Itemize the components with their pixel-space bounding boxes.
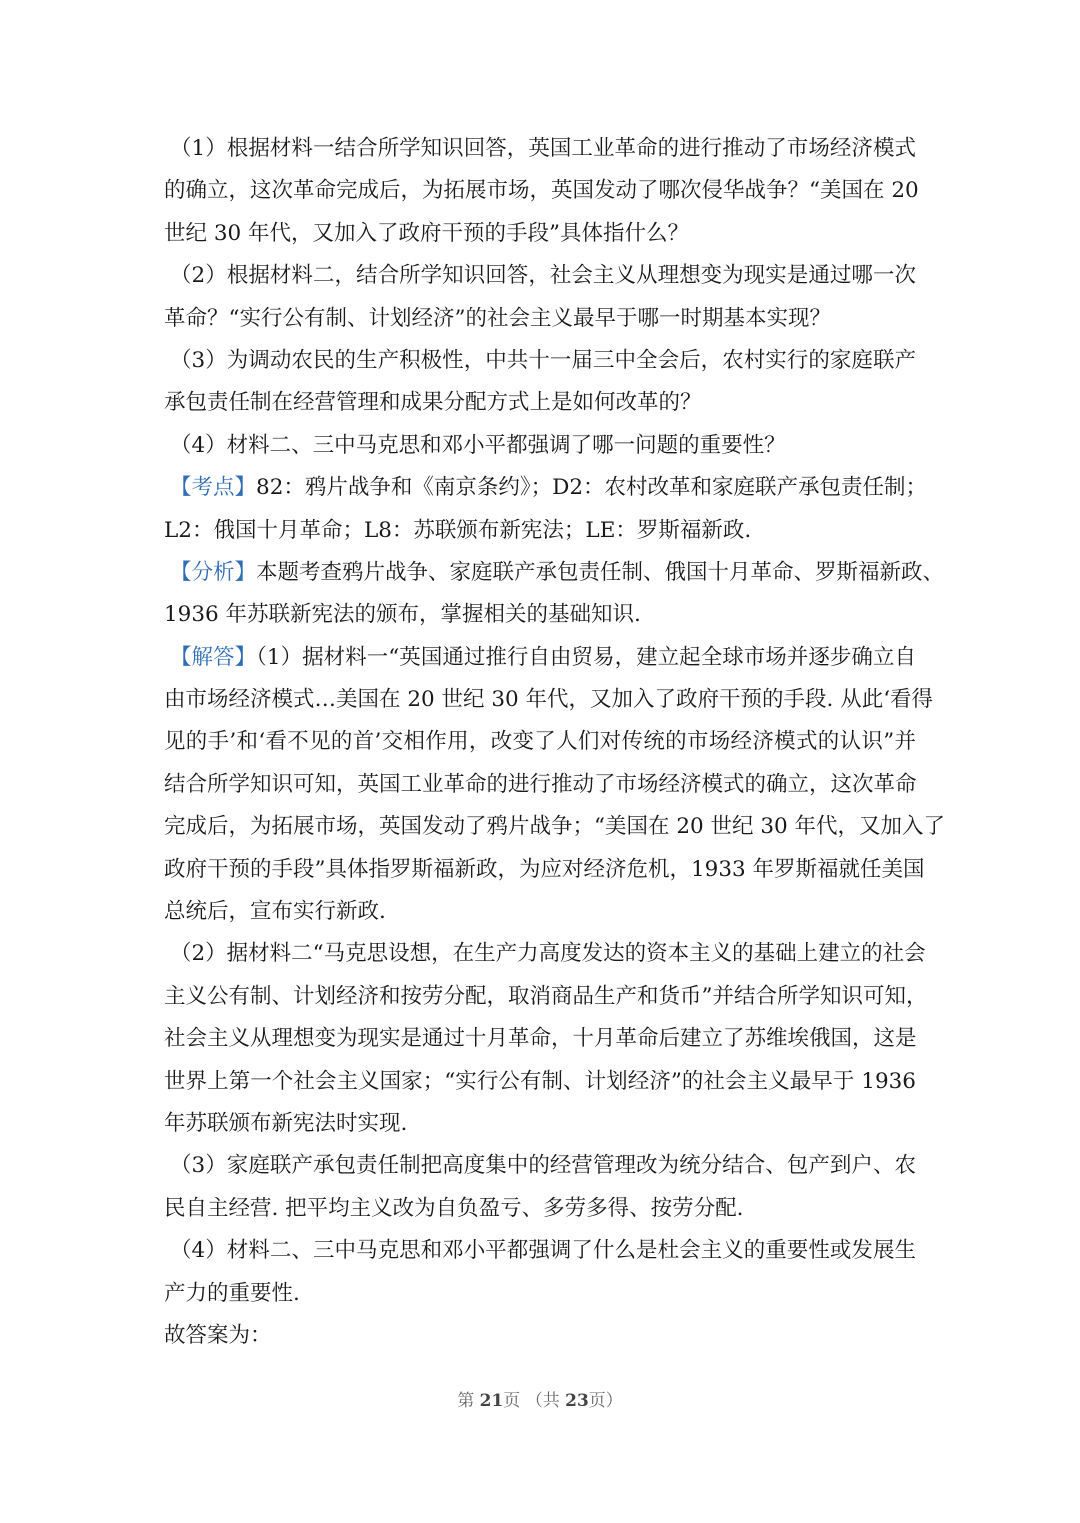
jieda-answer-1-line-3: 见的手’和‘看不见的首’交相作用，改变了人们对传统的市场经济模式的认识”并 [164,729,916,755]
question-2-line-2: 革命？“实行公有制、计划经济”的社会主义最早于哪一时期基本实现？ [164,305,831,331]
kaodian-line-1 [164,467,928,509]
fenxi-text-1: 本题考查鸦片战争、家庭联产承包责任制、俄国十月革命、罗斯福新政、 [256,559,945,585]
fenxi-line-2: 1936 年苏联新宪法的颁布，掌握相关的基础知识. [164,602,641,628]
fenxi-tag: 【分析】 [170,559,257,585]
jieda-answer-2-line-5: 年苏联颁布新宪法时实现. [164,1110,408,1136]
jieda-text-1: （1）据材料一“英国通过推行自由贸易，建立起全球市场并逐步确立自 [256,644,916,670]
jieda-answer-1-line-6: 政府干预的手段”具体指罗斯福新政，为应对经济危机，1933 年罗斯福就任美国 [164,856,925,882]
jieda-answer-4-line-2: 产力的重要性. [164,1280,300,1306]
jieda-answer-3-line-1: （3）家庭联产承包责任制把高度集中的经营管理改为统分结合、包产到户、农 [170,1153,916,1179]
question-4-line-1: （4）材料二、三中马克思和邓小平都强调了哪一问题的重要性？ [170,432,786,458]
question-1-line-3: 世纪 30 年代，又加入了政府干预的手段”具体指什么？ [164,220,690,246]
jieda-answer-1-line-5: 完成后，为拓展市场，英国发动了鸦片战争；“美国在 20 世纪 30 年代，又加入了 [164,814,946,840]
jieda-answer-1-line-2: 由市场经济模式…美国在 20 世纪 30 年代，又加入了政府干预的手段. 从此‘看得 [164,687,934,713]
page-footer [0,1386,1080,1416]
footer-middle: 页 （共 [503,1391,566,1411]
jieda-answer-2-line-1: （2）据材料二“马克思设想，在生产力高度发达的资本主义的基础上建立的社会 [170,941,926,967]
jieda-answer-2-line-3: 社会主义从理想变为现实是通过十月革命，十月革命后建立了苏维埃俄国，这是 [164,1026,917,1052]
jieda-answer-1-line-7: 总统后，宣布实行新政. [164,899,386,925]
question-2-line-1: （2）根据材料二，结合所学知识回答，社会主义从理想变为现实是通过哪一次 [170,263,916,289]
jieda-tag: 【解答】 [170,644,257,670]
footer-total-pages: 23 [565,1391,589,1411]
question-1-line-1: （1）根据材料一结合所学知识回答，英国工业革命的进行推动了市场经济模式 [170,136,916,161]
jieda-line-1 [164,637,916,679]
kaodian-text-1: 82：鸦片战争和《南京条约》；D2：农村改革和家庭联产承包责任制； [256,475,928,501]
fenxi-line-1 [164,552,945,594]
footer-suffix: 页） [588,1391,623,1411]
question-3-line-1: （3）为调动农民的生产积极性，中共十一届三中全会后，农村实行的家庭联产 [170,347,916,373]
jieda-answer-2-line-4: 世界上第一个社会主义国家；“实行公有制、计划经济”的社会主义最早于 1936 [164,1068,916,1094]
document-body [164,128,946,1357]
kaodian-tag: 【考点】 [170,475,257,501]
jieda-answer-3-line-2: 民自主经营. 把平均主义改为自负盈亏、多劳多得、按劳分配. [164,1195,744,1221]
jieda-answer-4-line-1: （4）材料二、三中马克思和邓小平都强调了什么是杜会主义的重要性或发展生 [170,1238,916,1264]
question-3-line-2: 承包责任制在经营管理和成果分配方式上是如何改革的？ [164,390,702,416]
conclusion-line: 故答案为： [164,1322,272,1348]
kaodian-line-2: L2：俄国十月革命；L8：苏联颁布新宪法；LE：罗斯福新政. [164,517,752,543]
footer-page-number: 21 [479,1391,504,1411]
footer-prefix: 第 [457,1391,480,1411]
jieda-answer-1-line-4: 结合所学知识可知，英国工业革命的进行推动了市场经济模式的确立，这次革命 [164,771,917,797]
question-1-line-2: 的确立，这次革命完成后，为拓展市场，英国发动了哪次侵华战争？“美国在 20 [164,178,919,204]
jieda-answer-2-line-2: 主义公有制、计划经济和按劳分配，取消商品生产和货币”并结合所学知识可知， [164,983,928,1009]
